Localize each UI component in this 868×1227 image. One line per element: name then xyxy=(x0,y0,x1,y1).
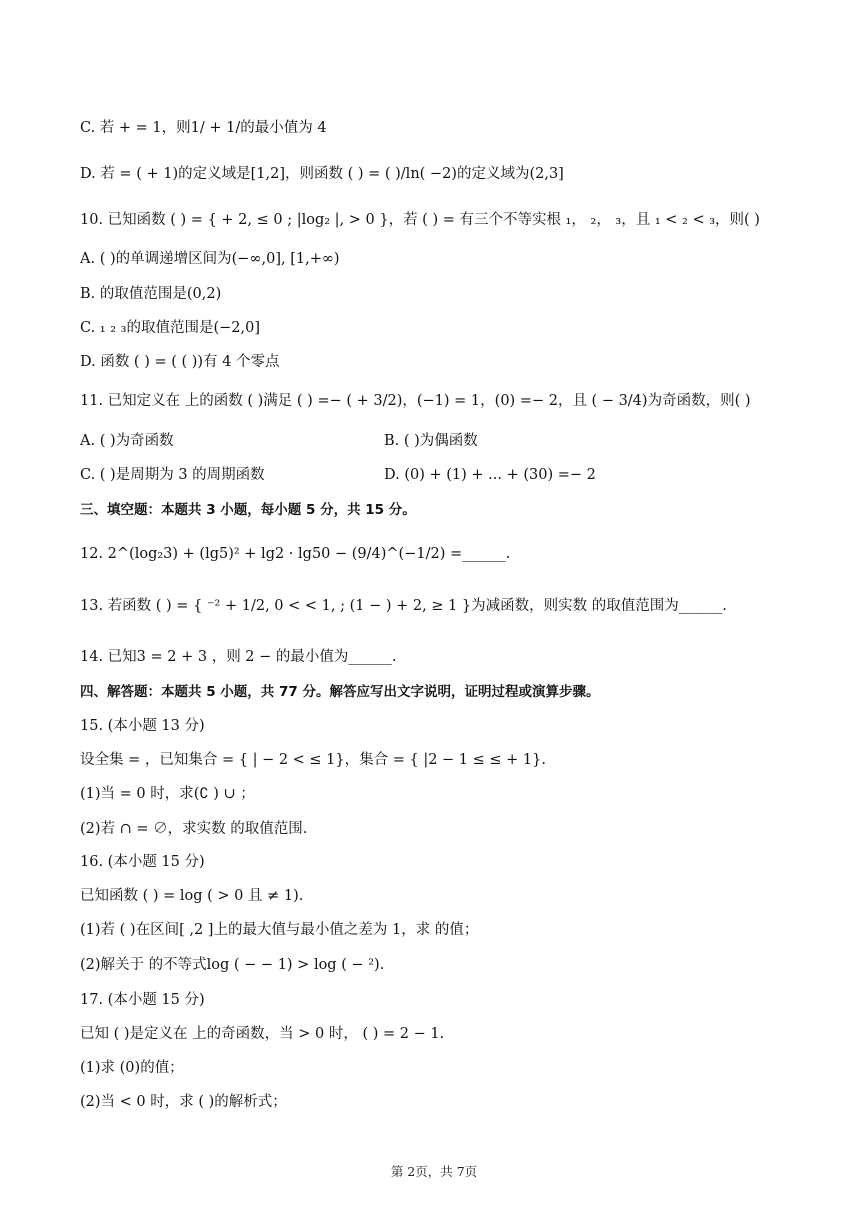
option-10a: A. ( )的单调递增区间为(−∞,0], [1,+∞) xyxy=(80,251,340,267)
question-17-header: 17. (本小题 15 分) xyxy=(80,992,205,1008)
question-17-part1: (1)求 (0)的值； xyxy=(80,1060,184,1076)
question-15-part2: (2)若 ∩ = ∅，求实数 的取值范围. xyxy=(80,821,308,837)
question-15-body: 设全集 = ，已知集合 = { | − 2 < ≤ 1}，集合 = { |2 − 1 ≤ ≤ + 1}. xyxy=(80,752,546,768)
option-10d: D. 函数 ( ) = ( ( ))有 4 个零点 xyxy=(80,354,280,370)
question-12: 12. 2^(log₂3) + (lg5)² + lg2 · lg50 − (9/4)^(−1/2) =______. xyxy=(80,546,511,562)
option-10c: C. ₁ ₂ ₃的取值范围是(−2,0] xyxy=(80,320,260,336)
option-10b: B. 的取值范围是(0,2) xyxy=(80,286,222,302)
question-14: 14. 已知3 = 2 + 3 ，则 2 − 的最小值为______. xyxy=(80,649,397,665)
question-17-part2: (2)当 < 0 时，求 ( )的解析式； xyxy=(80,1094,287,1110)
question-10: 10. 已知函数 ( ) = { + 2, ≤ 0 ; |log₂ |, > 0 }，若 ( ) = 有三个不等实根 ₁， ₂， ₃，且 ₁ < ₂ < ₃，则( ) xyxy=(80,212,760,228)
option-11b: B. ( )为偶函数 xyxy=(384,433,478,449)
question-15-part1: (1)当 = 0 时，求(∁ ) ∪ ； xyxy=(80,786,255,802)
question-17-body: 已知 ( )是定义在 上的奇函数，当 > 0 时， ( ) = 2 − 1. xyxy=(80,1026,445,1042)
option-11d: D. (0) + (1) + ... + (30) =− 2 xyxy=(384,467,596,483)
question-11: 11. 已知定义在 上的函数 ( )满足 ( ) =− ( + 3/2)，(−1) = 1，(0) =− 2，且 ( − 3/4)为奇函数，则( ) xyxy=(80,393,751,409)
question-16-body: 已知函数 ( ) = log ( > 0 且 ≠ 1). xyxy=(80,888,304,904)
option-11c: C. ( )是周期为 3 的周期函数 xyxy=(80,467,265,483)
page-footer: 第 2页，共 7页 xyxy=(390,1164,478,1179)
section-heading-answer: 四、解答题：本题共 5 小题，共 77 分。解答应写出文字说明，证明过程或演算步骤。 xyxy=(80,684,600,700)
question-13: 13. 若函数 ( ) = { ⁻² + 1/2, 0 < < 1, ; (1 − ) + 2, ≥ 1 }为减函数，则实数 的取值范围为______. xyxy=(80,598,727,614)
question-15-header: 15. (本小题 13 分) xyxy=(80,718,205,734)
option-9c: C. 若 + = 1，则1/ + 1/的最小值为 4 xyxy=(80,120,327,136)
option-9d: D. 若 = ( + 1)的定义域是[1,2]，则函数 ( ) = ( )/ln( −2)的定义域为(2,3] xyxy=(80,166,564,182)
question-16-header: 16. (本小题 15 分) xyxy=(80,854,205,870)
question-16-part2: (2)解关于 的不等式log ( − − 1) > log ( − ²). xyxy=(80,957,385,973)
section-heading-fill-in: 三、填空题：本题共 3 小题，每小题 5 分，共 15 分。 xyxy=(80,502,416,518)
question-16-part1: (1)若 ( )在区间[ ,2 ]上的最大值与最小值之差为 1，求 的值； xyxy=(80,922,479,938)
option-11a: A. ( )为奇函数 xyxy=(80,433,174,449)
